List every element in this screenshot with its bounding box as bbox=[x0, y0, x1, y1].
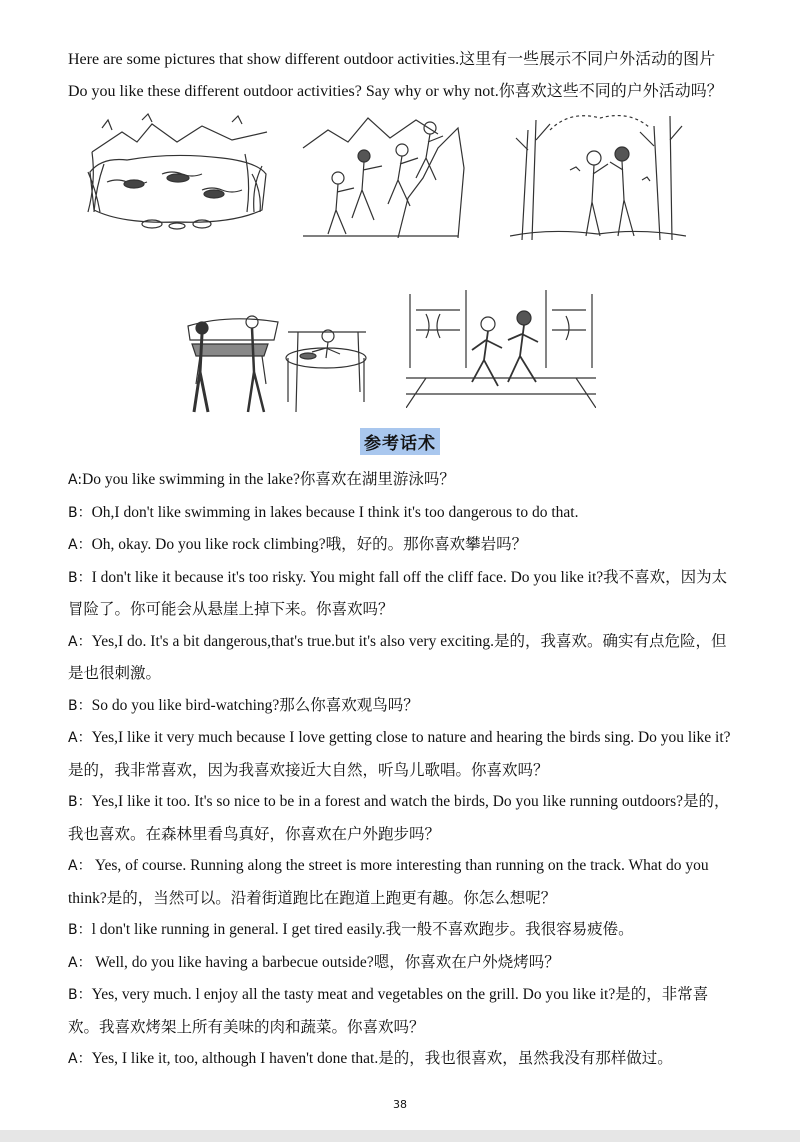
dialogue-text: l don't like running in general. I get tired easily.我一般不喜欢跑步。我很容易疲倦。 bbox=[91, 921, 634, 938]
speaker-label: A： bbox=[68, 954, 92, 971]
speaker-label: A： bbox=[68, 633, 92, 650]
speaker-label: B： bbox=[68, 794, 92, 810]
illustration-barbecue bbox=[178, 292, 368, 416]
intro-line-1: Here are some pictures that show different outdoor activities.这里有一些展示不同户外活动的图片 bbox=[68, 51, 716, 68]
dialogue-line bbox=[68, 690, 734, 723]
dialogue-text: Oh,I don't like swimming in lakes because I think it's too dangerous to do that. bbox=[91, 503, 579, 521]
dialogue-text: Yes, very much. l enjoy all the tasty meat and vegetables on the grill. Do you like it?是的，非常喜欢。我喜欢烤架上所有美味的肉和蔬菜。你喜欢吗？ bbox=[68, 986, 709, 1036]
page-number: 38 bbox=[393, 1098, 407, 1111]
illustration-running bbox=[406, 290, 596, 408]
intro-line-2: Do you like these different outdoor activities? Say why or why not.你喜欢这些不同的户外活动吗？ bbox=[68, 83, 723, 100]
speaker-label: A： bbox=[68, 537, 92, 553]
dialogue-text: Yes,I do. It's a bit dangerous,that's true.but it's also very exciting.是的，我喜欢。确实有点危险，但是也很刺激。 bbox=[68, 632, 727, 682]
speaker-label: B： bbox=[68, 569, 92, 586]
speaker-label: B： bbox=[68, 987, 92, 1003]
speaker-label: B： bbox=[68, 697, 92, 714]
speaker-label: B： bbox=[68, 922, 92, 938]
dialogue-text: Well, do you like having a barbecue outside?嗯，你喜欢在户外烧烤吗？ bbox=[91, 953, 560, 971]
dialogue-line bbox=[68, 947, 734, 980]
illustration-swimming bbox=[82, 112, 272, 236]
dialogue-line bbox=[68, 529, 734, 562]
dialogue-text: Yes, of course. Running along the street is more interesting than running on the track. What do you think?是的，当然可以。沿着街道跑比在跑道上跑更有趣。你怎么想呢？ bbox=[68, 857, 709, 907]
illustration-rock-climbing bbox=[298, 108, 466, 238]
dialogue-line bbox=[68, 979, 734, 1043]
dialogue-text: I don't like it because it's too risky. You might fall off the cliff face. Do you like it?我不喜欢，因为太冒险了。你可能会从悬崖上掉下来。你喜欢吗？ bbox=[68, 568, 728, 618]
dialogue-line bbox=[68, 464, 734, 497]
dialogue-line bbox=[68, 850, 734, 914]
section-heading bbox=[0, 428, 800, 455]
dialogue-line bbox=[68, 786, 734, 850]
page-bottom-edge bbox=[0, 1130, 800, 1142]
dialogue-text: Yes,I like it too. It's so nice to be in a forest and watch the birds, Do you like running outdoors?是的，我也喜欢。在森林里看鸟真好，你喜欢在户外跑步吗？ bbox=[68, 793, 730, 843]
dialogue-text: Yes,I like it very much because I love getting close to nature and hearing the birds sing. Do you like it?是的，我非常喜欢，因为我喜欢接近大自然，听鸟儿歌唱。你喜欢吗？ bbox=[68, 729, 731, 779]
speaker-label: B： bbox=[68, 504, 92, 521]
dialogue-line bbox=[68, 562, 734, 626]
intro-text bbox=[68, 44, 768, 108]
dialogue-text: So do you like bird-watching?那么你喜欢观鸟吗？ bbox=[91, 696, 419, 714]
dialogue-text: Oh, okay. Do you like rock climbing?哦，好的。那你喜欢攀岩吗？ bbox=[91, 536, 528, 553]
speaker-label: A： bbox=[68, 730, 92, 746]
speaker-label: A: bbox=[68, 472, 83, 488]
dialogue-text: Do you like swimming in the lake?你喜欢在湖里游泳吗？ bbox=[82, 471, 455, 488]
dialogue-line bbox=[68, 722, 734, 786]
heading-label: 参考话术 bbox=[360, 428, 440, 455]
illustration-bird-watching bbox=[510, 110, 686, 242]
speaker-label: A： bbox=[68, 858, 92, 874]
dialogue-text: Yes, I like it, too, although I haven't done that.是的，我也很喜欢，虽然我没有那样做过。 bbox=[91, 1050, 673, 1067]
dialogue-block bbox=[68, 464, 734, 1076]
dialogue-line bbox=[68, 497, 734, 530]
dialogue-line bbox=[68, 626, 734, 690]
speaker-label: A： bbox=[68, 1051, 92, 1067]
dialogue-line bbox=[68, 914, 734, 947]
dialogue-line bbox=[68, 1043, 734, 1076]
